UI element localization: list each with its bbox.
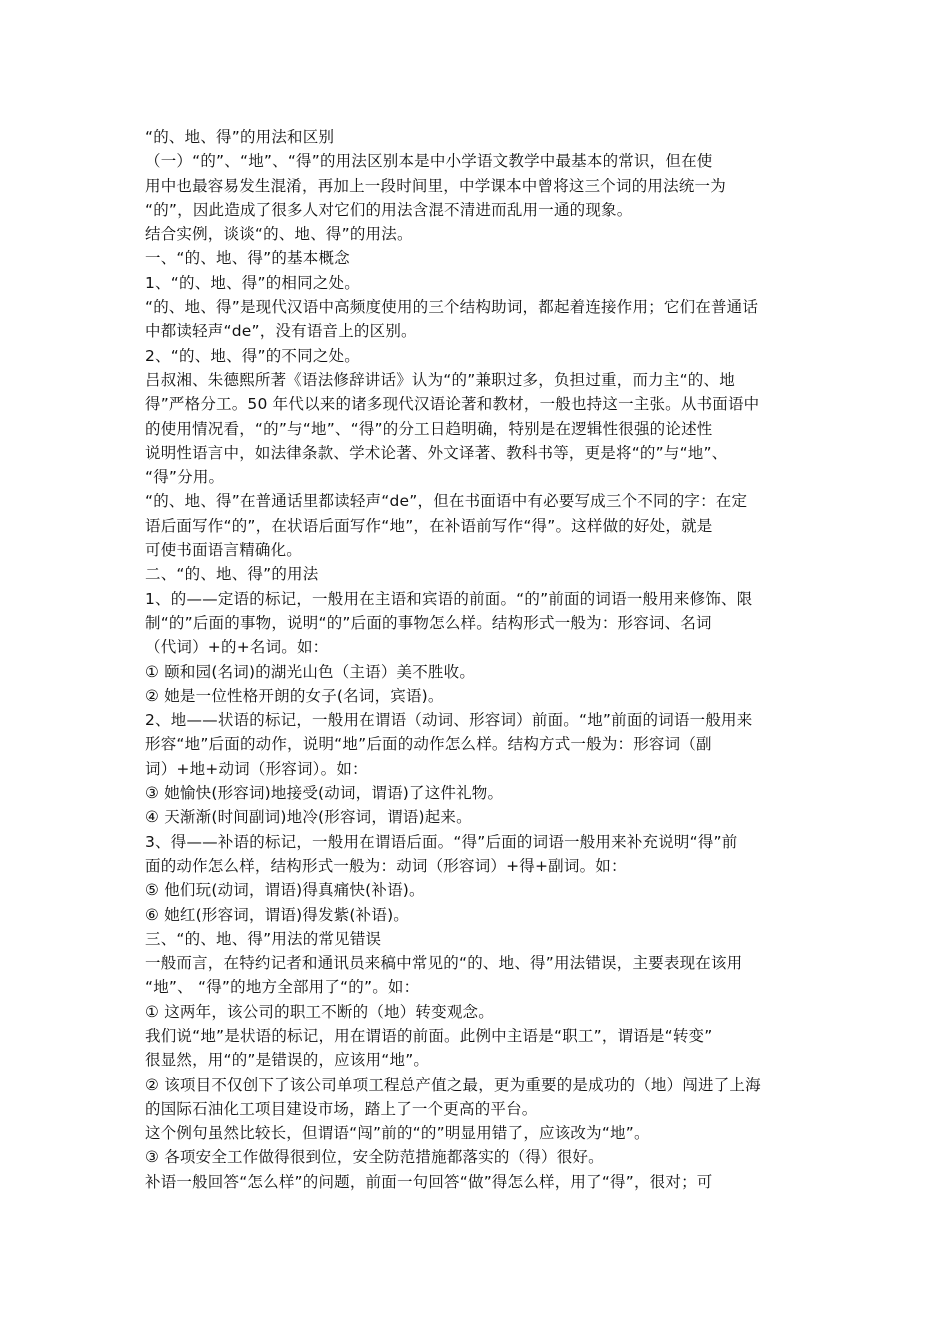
text-line: “的”，因此造成了很多人对它们的用法含混不清进而乱用一通的现象。 xyxy=(145,200,633,219)
text-line: 中都读轻声“de”，没有语音上的区别。 xyxy=(145,322,417,341)
text-line: 一般而言，在特约记者和通讯员来稿中常见的“的、地、得”用法错误，主要表现在该用 xyxy=(145,954,743,973)
text-line: 制“的”后面的事物，说明“的”后面的事物怎么样。结构形式一般为：形容词、名词 xyxy=(145,613,712,632)
example-line: ⑤ 他们玩(动词，谓语)得真痛快(补语)。 xyxy=(145,881,425,900)
text-line: （代词）+的+名词。如： xyxy=(145,638,329,657)
text-line: 的使用情况看，“的”与“地”、“得”的分工日趋明确，特别是在逻辑性很强的论述性 xyxy=(145,419,713,438)
example-line: ④ 天渐渐(时间副词)地冷(形容词，谓语)起来。 xyxy=(145,808,472,827)
text-line: 得”严格分工。50 年代以来的诸多现代汉语论著和教材，一般也持这一主张。从书面语中 xyxy=(145,395,760,414)
example-line: ① 这两年，该公司的职工不断的（地）转变观念。 xyxy=(145,1002,494,1021)
example-line: ② 她是一位性格开朗的女子(名词，宾语)。 xyxy=(145,686,444,705)
example-line: ① 颐和园(名词)的湖光山色（主语）美不胜收。 xyxy=(145,662,476,681)
example-line: ② 该项目不仅创下了该公司单项工程总产值之最，更为重要的是成功的（地）闯进了上海 xyxy=(145,1075,761,1094)
example-line: ⑥ 她红(形容词，谓语)得发紫(补语)。 xyxy=(145,905,410,924)
text-line: 这个例句虽然比较长，但谓语“闯”前的“的”明显用错了，应该改为“地”。 xyxy=(145,1124,650,1143)
text-line: 3、得——补语的标记，一般用在谓语后面。“得”后面的词语一般用来补充说明“得”前 xyxy=(145,832,738,851)
section-heading: 一、“的、地、得”的基本概念 xyxy=(145,249,350,268)
text-line: 语后面写作“的”，在状语后面写作“地”，在补语前写作“得”。这样做的好处，就是 xyxy=(145,516,713,535)
document-body xyxy=(145,125,810,1194)
text-line: 我们说“地”是状语的标记，用在谓语的前面。此例中主语是“职工”，谓语是“转变” xyxy=(145,1026,713,1045)
text-line: 用中也最容易发生混淆，再加上一段时间里，中学课本中曾将这三个词的用法统一为 xyxy=(145,176,726,195)
example-line: ③ 她愉快(形容词)地接受(动词，谓语)了这件礼物。 xyxy=(145,784,504,803)
text-line: 2、地——状语的标记，一般用在谓语（动词、形容词）前面。“地”前面的词语一般用来 xyxy=(145,711,753,730)
text-line: 可使书面语言精确化。 xyxy=(145,541,303,560)
text-line: 的国际石油化工项目建设市场，踏上了一个更高的平台。 xyxy=(145,1099,538,1118)
text-line: （一）“的”、“地”、“得”的用法区别本是中小学语文教学中最基本的常识，但在使 xyxy=(145,152,713,171)
subsection-heading: 2、“的、地、得”的不同之处。 xyxy=(145,346,360,365)
text-line: 词）+地+动词（形容词）。如： xyxy=(145,759,368,778)
text-line: 1、的——定语的标记，一般用在主语和宾语的前面。“的”前面的词语一般用来修饰、限 xyxy=(145,589,753,608)
text-line: 面的动作怎么样，结构形式一般为：动词（形容词）+得+副词。如： xyxy=(145,856,627,875)
text-line: “的、地、得”在普通话里都读轻声“de”，但在书面语中有必要写成三个不同的字：在定 xyxy=(145,492,748,511)
text-line: 很显然，用“的”是错误的，应该用“地”。 xyxy=(145,1051,430,1070)
subsection-heading: 1、“的、地、得”的相同之处。 xyxy=(145,273,360,292)
section-heading: 三、“的、地、得”用法的常见错误 xyxy=(145,929,382,948)
text-line: 说明性语言中，如法律条款、学术论著、外文译著、教科书等，更是将“的”与“地”、 xyxy=(145,443,728,462)
text-line: “的、地、得”是现代汉语中高频度使用的三个结构助词，都起着连接作用；它们在普通话 xyxy=(145,298,759,317)
example-line: ③ 各项安全工作做得很到位，安全防范措施都落实的（得）很好。 xyxy=(145,1148,604,1167)
text-line: “地”、 “得”的地方全部用了“的”。如： xyxy=(145,978,420,997)
section-heading: 二、“的、地、得”的用法 xyxy=(145,565,319,584)
text-line: 形容“地”后面的动作，说明“地”后面的动作怎么样。结构方式一般为：形容词（副 xyxy=(145,735,712,754)
text-line: 补语一般回答“怎么样”的问题，前面一句回答“做”得怎么样，用了“得”，很对；可 xyxy=(145,1172,713,1191)
text-line: 吕叔湘、朱德熙所著《语法修辞讲话》认为“的”兼职过多，负担过重，而力主“的、地 xyxy=(145,370,735,389)
document-title: “的、地、得”的用法和区别 xyxy=(145,128,335,146)
text-line: 结合实例，谈谈“的、地、得”的用法。 xyxy=(145,225,413,244)
text-line: “得”分用。 xyxy=(145,468,225,487)
